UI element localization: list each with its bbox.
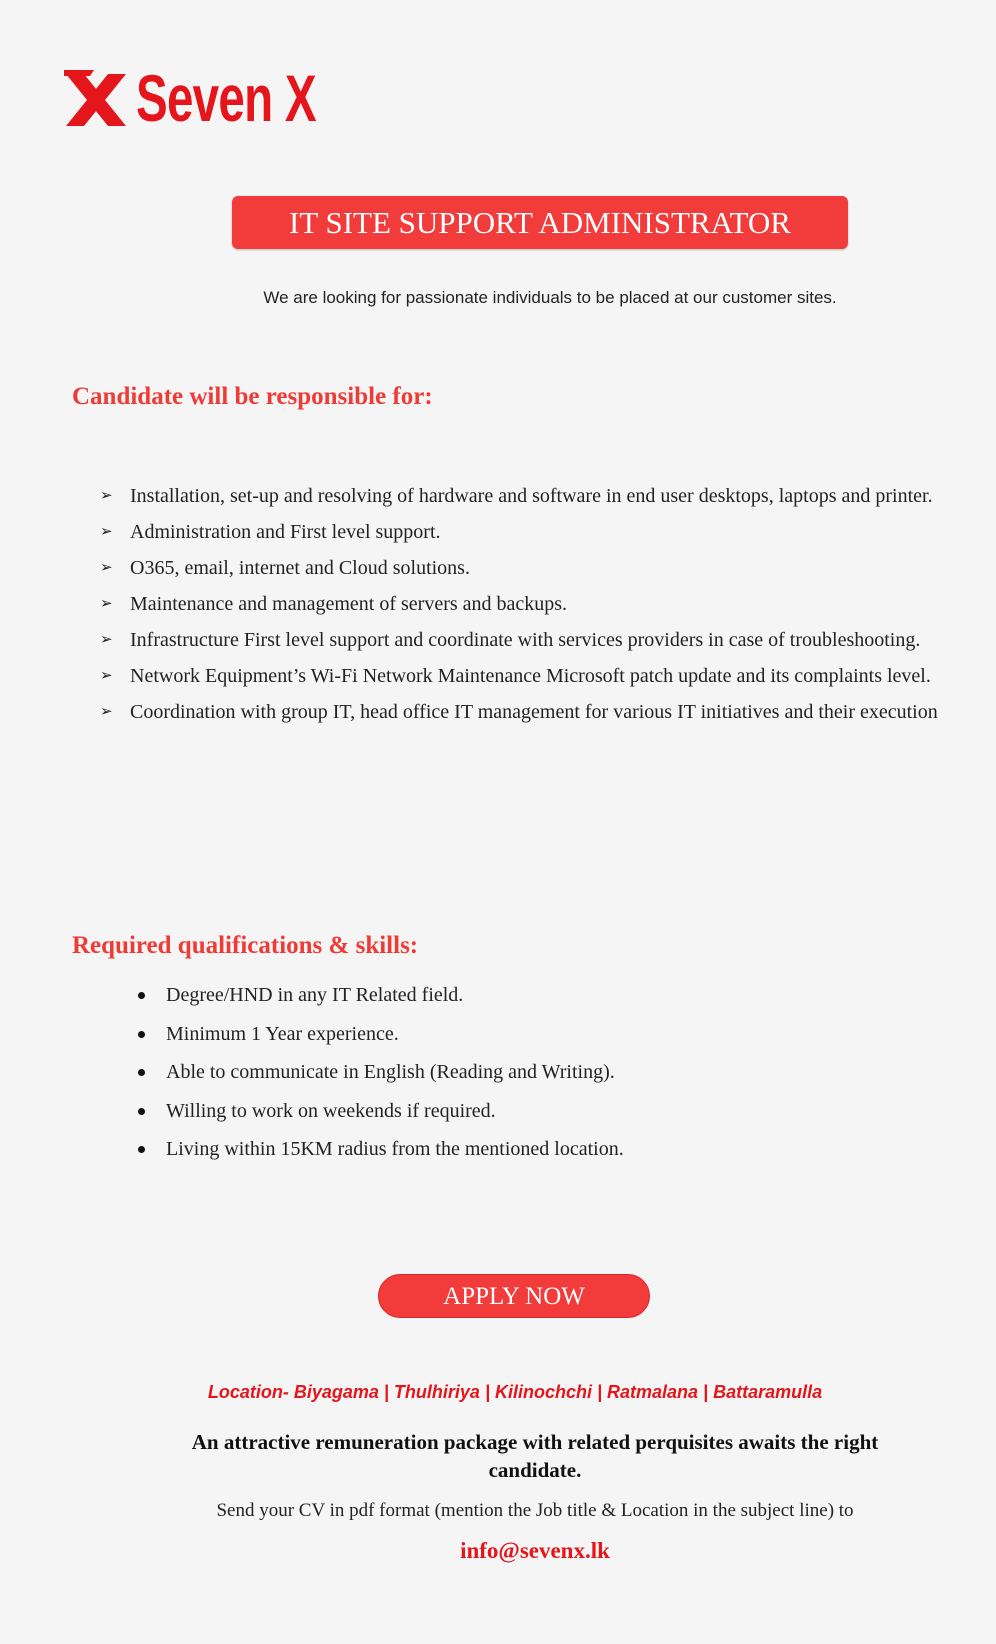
email-link[interactable]: info@sevenx.lk: [460, 1538, 610, 1563]
list-item: ➢ Network Equipment’s Wi-Fi Network Maintenance Microsoft patch update and its complaints level.: [100, 658, 940, 694]
remuneration-text: An attractive remuneration package with related perquisites awaits the right candidate.: [191, 1430, 879, 1482]
brand-logo: [64, 58, 386, 138]
arrowhead-icon: ➢: [100, 488, 113, 504]
arrowhead-icon: ➢: [100, 632, 113, 648]
list-item: ➢ Installation, set-up and resolving of hardware and software in end user desktops, laptops and printer.: [100, 478, 940, 514]
x-mark-icon: [64, 66, 128, 130]
list-item: Living within 15KM radius from the mentioned location.: [136, 1130, 916, 1169]
arrowhead-icon: ➢: [100, 668, 113, 684]
send-cv-text: Send your CV in pdf format (mention the Job title & Location in the subject line) to: [216, 1500, 854, 1521]
location-text: Location- Biyagama | Thulhiriya | Kilinochchi | Ratmalana | Battaramulla: [207, 1382, 823, 1402]
job-title-banner: IT SITE SUPPORT ADMINISTRATOR: [232, 196, 848, 249]
apply-now-button[interactable]: APPLY NOW: [378, 1274, 650, 1318]
list-item: ➢ Maintenance and management of servers and backups.: [100, 586, 940, 622]
qualifications-heading: Required qualifications & skills:: [72, 932, 419, 959]
dot-icon: [138, 1108, 145, 1115]
dot-icon: [138, 1031, 145, 1038]
arrowhead-icon: ➢: [100, 560, 113, 576]
arrowhead-icon: ➢: [100, 704, 113, 720]
responsibilities-list: [100, 478, 940, 730]
list-item: ➢ Infrastructure First level support and coordinate with services providers in case of troubleshooting.: [100, 622, 940, 658]
arrowhead-icon: ➢: [100, 524, 113, 540]
list-item: Willing to work on weekends if required.: [136, 1092, 916, 1131]
qualifications-list: [136, 976, 916, 1169]
list-item: ➢ Administration and First level support.: [100, 514, 940, 550]
list-item: ➢ O365, email, internet and Cloud solutions.: [100, 550, 940, 586]
list-item: Minimum 1 Year experience.: [136, 1015, 916, 1054]
dot-icon: [138, 992, 145, 999]
dot-icon: [138, 1146, 145, 1153]
list-item: ➢ Coordination with group IT, head office IT management for various IT initiatives and their execution: [100, 694, 940, 730]
brand-name: Seven X: [136, 61, 316, 135]
list-item: Able to communicate in English (Reading and Writing).: [136, 1053, 916, 1092]
arrowhead-icon: ➢: [100, 596, 113, 612]
dot-icon: [138, 1069, 145, 1076]
list-item: Degree/HND in any IT Related field.: [136, 976, 916, 1015]
responsibilities-heading: Candidate will be responsible for:: [72, 383, 433, 410]
intro-text: We are looking for passionate individuals to be placed at our customer sites.: [263, 288, 837, 307]
